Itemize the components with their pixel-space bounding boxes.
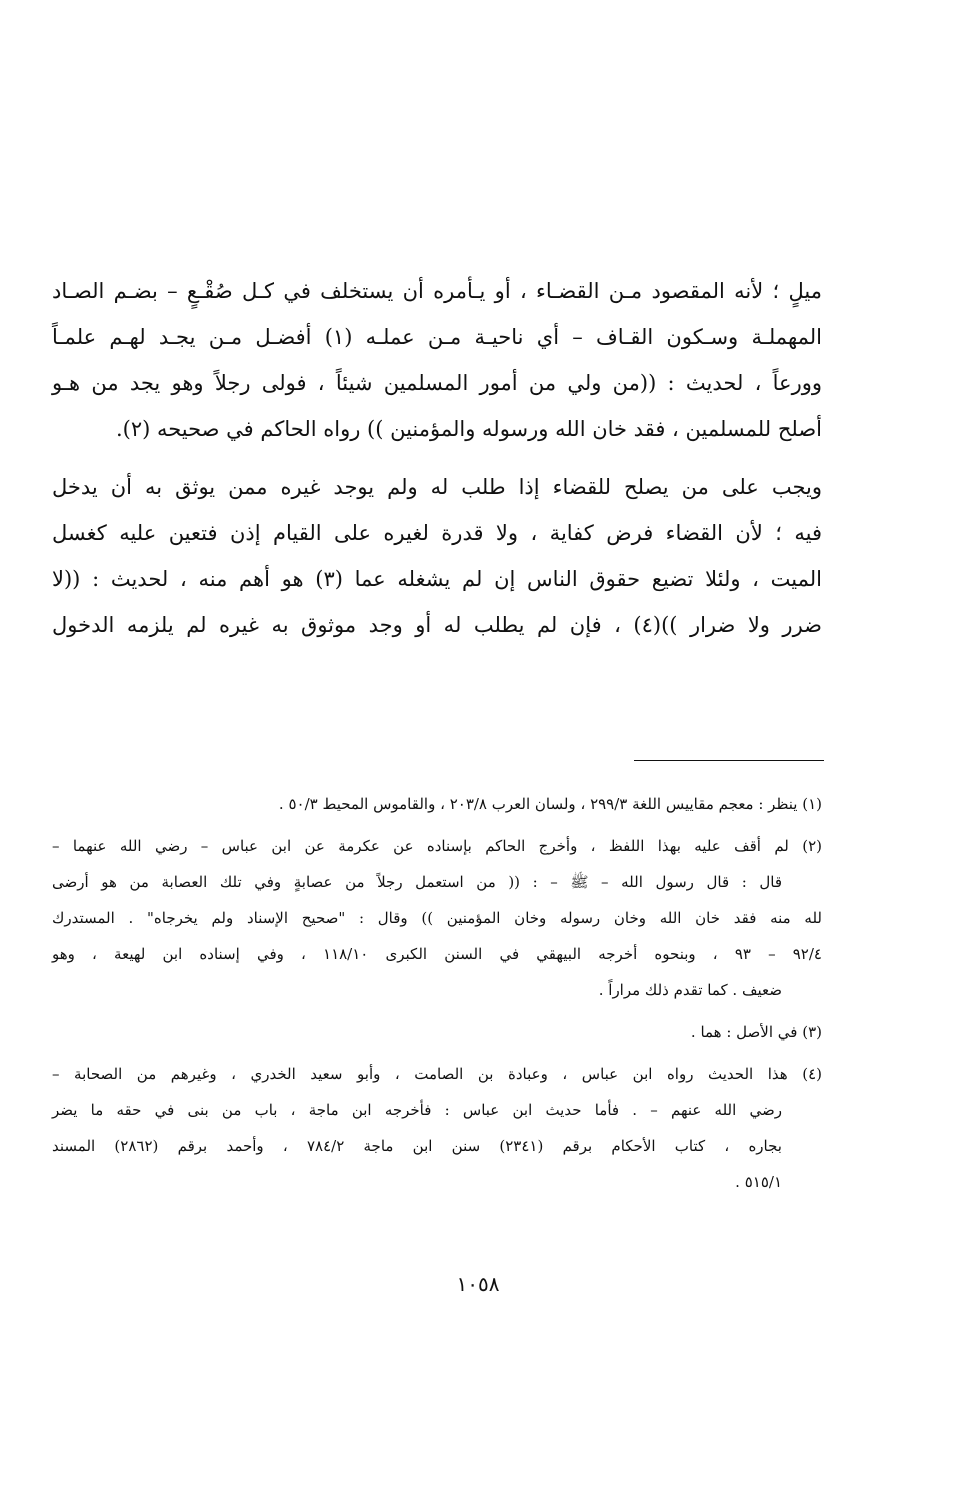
footnote-2-line: لله منه فقد خان الله وخان رسوله وخان المؤمنين )) وقال : "صحيح الإسناد ولم يخرجاه" . المستدرك bbox=[52, 909, 822, 927]
body-line: المهملـة وسـكون القـاف – أي ناحيـة مـن عملـه (١) أفضـل مـن يجـد لهـم علمـاً bbox=[52, 325, 822, 349]
body-line: أصلح للمسلمين ، فقد خان الله ورسوله والمؤمنين )) رواه الحاكم في صحيحه (٢). bbox=[115, 417, 822, 441]
footnote-separator bbox=[634, 760, 824, 761]
footnote-4-line: بجاره ، كتاب الأحكام برقم (٢٣٤١) سنن ابن ماجة ٧٨٤/٢ ، وأحمد برقم (٢٨٦٢) المسند bbox=[52, 1137, 782, 1155]
body-line: فيه ؛ لأن القضاء فرض كفاية ، ولا قدرة لغيره على القيام إذن فتعين عليه كغسل bbox=[52, 521, 822, 545]
footnote-1: (١) ينظر : معجم مقاييس اللغة ٢٩٩/٣ ، ولسان العرب ٢٠٣/٨ ، والقاموس المحيط ٥٠/٣ . bbox=[278, 795, 822, 813]
footnote-2-line: قال : قال رسول الله – ﷺ – : (( من استعمل رجلاً من عصابةٍ وفي تلك العصابة من هو أرضى bbox=[52, 873, 782, 891]
footnote-2: (٢) لم أقف عليه بهذا اللفظ ، وأخرج الحاكم بإسناده عن عكرمة عن ابن عباس – رضي الله عنهما – bbox=[52, 837, 822, 855]
body-line: ميلٍ ؛ لأنه المقصود مـن القضـاء ، أو يـأمره أن يستخلف في كـل صُقْـعٍ – بضـم الصـاد bbox=[52, 279, 822, 303]
footnote-4: (٤) هذا الحديث رواه ابن عباس ، وعبادة بن الصامت ، وأبو سعيد الخدري ، وغيرهم من الصحابة – bbox=[52, 1065, 822, 1083]
footnote-2-line: ضعيف . كما تقدم ذلك مراراً . bbox=[598, 981, 782, 999]
body-line: الميت ، ولئلا تضيع حقوق الناس إن لم يشغله عما (٣) هو أهم منه ، لحديث : ((لا bbox=[52, 567, 822, 591]
paragraph-gap bbox=[52, 452, 822, 464]
footnotes bbox=[52, 786, 822, 1200]
footnote-3: (٣) في الأصل : هما . bbox=[690, 1023, 822, 1041]
body-line: ضرر ولا ضرار ))(٤) ، فإن لم يطلب له أو وجد موثوق به غيره لم يلزمه الدخول bbox=[52, 613, 822, 637]
footnote-2-line: ٩٢/٤ – ٩٣ ، وبنحوه أخرجه البيهقي في السنن الكبرى ١١٨/١٠ ، وفي إسناده ابن لهيعة ، وهو bbox=[52, 945, 822, 963]
body-line: وورعاً ، لحديث : ((من ولي من أمور المسلمين شيئاً ، فولى رجلاً وهو يجد من هـو bbox=[52, 371, 822, 395]
main-text bbox=[52, 268, 822, 648]
page-number: ١٠٥٨ bbox=[456, 1272, 500, 1296]
footnote-4-line: رضي الله عنهم – . فأما حديث ابن عباس : فأخرجه ابن ماجة ، باب من بنى في حقه ما يضر bbox=[52, 1101, 782, 1119]
body-line: ويجب على من يصلح للقضاء إذا طلب له ولم يوجد غيره ممن يوثق به أن يدخل bbox=[52, 475, 822, 499]
footnote-4-line: ٥١٥/١ . bbox=[735, 1173, 782, 1191]
